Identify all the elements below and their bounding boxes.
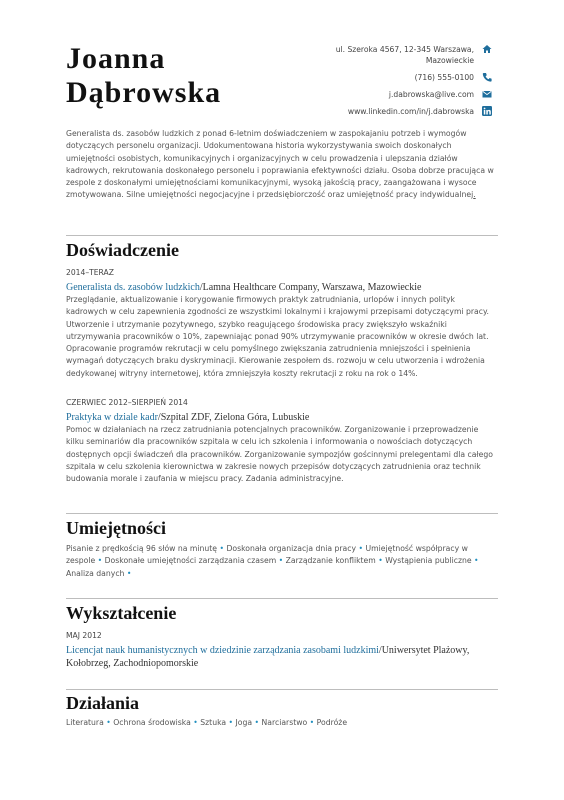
skills-list: [66, 543, 498, 580]
activity-item: Literatura: [66, 718, 104, 727]
bullet-separator: •: [124, 568, 132, 578]
education-date: MAJ 2012: [66, 631, 102, 640]
contact-linkedin: [272, 106, 492, 117]
education-school: /Uniwersytet Plażowy, Kołobrzeg, Zachodniopomorskie: [66, 645, 470, 669]
bullet-separator: •: [252, 718, 262, 727]
skill-item: Umiejętność współpracy w zespole: [66, 544, 468, 566]
job-company-1: /Lamna Healthcare Company, Warszawa, Mazowieckie: [199, 282, 422, 293]
job-description-1: Przeglądanie, aktualizowanie i korygowanie firmowych praktyk zatrudniania, urlopów i innych polityk kadrowych w celu zapewnienia zgodności ze wszystkimi lokalnymi i krajowymi przepisami dotyczącymi pracy. Utworzenie i utrzymanie pozytywnego, szybko reagującego środowiska pracy zwiększyło wskaźniki utrzymywania pracowników o 10%, zapewniając ponad 90% utrzymywanie pracowników w okresie dwóch lat. Opracowanie programów rekrutacji w celu pomyślnego zwiększania zatrudnienia mniejszości i spełnienia wymagań dotyczących braku dyskryminacji. Kierowanie zespołem ds. rozwoju w celu utworzenia i wdrożenia dedykowanej witryny internetowej, która zmniejszyła koszty rekrutacji z roku na rok o 14%.: [66, 295, 489, 378]
bullet-separator: •: [471, 556, 479, 566]
job-role-1: Generalista ds. zasobów ludzkich: [66, 282, 200, 293]
job-date-2: CZERWIEC 2012–SIERPIEŃ 2014: [66, 398, 188, 407]
home-icon: [482, 44, 492, 54]
job-title-2: [66, 411, 506, 424]
section-divider: [66, 235, 498, 236]
activity-item: Ochrona środowiska: [113, 718, 191, 727]
contact-address: [272, 44, 492, 66]
skills-heading: Umiejętności: [66, 518, 166, 538]
last-name: Dąbrowska: [66, 76, 222, 109]
skill-item: Doskonałe umiejętności zarządzania czasem: [104, 556, 277, 566]
linkedin-icon: [482, 106, 492, 116]
bullet-separator: •: [103, 718, 114, 727]
education-entry: [66, 644, 506, 670]
activity-item: Podróże: [316, 718, 348, 727]
contact-phone: [272, 72, 492, 83]
education-heading: Wykształcenie: [66, 603, 177, 623]
address-line2: Mazowieckie: [425, 56, 474, 65]
job-date-1: 2014–TERAZ: [66, 268, 114, 277]
activities-heading: Działania: [66, 693, 140, 713]
section-divider: [66, 598, 498, 599]
first-name: Joanna: [66, 42, 166, 75]
summary-text: Generalista ds. zasobów ludzkich z ponad 6-letnim doświadczeniem w zaspokajaniu potrzeb i wymogów dotyczących personelu organizacji. Udokumentowana historia wykorzystywania swoich doskonałych umiejętności osobistych, komunikacyjnych i organizacyjnych w celu prowadzenia i ulepszania działów kadrowych, rekrutowania doskonałego personelu i poprawiania efektywności działu. Osoba dobrze pracująca w zespole z doskonałymi umiejętnościami komunikacyjnymi, wysoką jakością pracy, zaangażowana i wysoce zmotywowana. Silne umiejętności negocjacyjne i przedsiębiorczość oraz umiejętność pracy indywidualnej: [66, 129, 494, 200]
phone-text: (716) 555-0100: [414, 73, 474, 82]
education-degree: Licencjat nauk humanistycznych w dziedzinie zarządzania zasobami ludzkimi: [66, 645, 379, 656]
summary-end-mark: .: [473, 190, 476, 200]
bullet-separator: •: [95, 556, 105, 566]
phone-icon: [482, 72, 492, 82]
section-divider: [66, 513, 498, 514]
skill-item: Zarządzanie konfliktem: [285, 556, 376, 566]
activity-item: Joga: [235, 718, 253, 727]
linkedin-text[interactable]: www.linkedin.com/in/j.dabrowska: [347, 107, 474, 116]
bullet-separator: •: [375, 556, 386, 566]
bullet-separator: •: [217, 544, 227, 553]
bullet-separator: •: [307, 718, 317, 727]
section-divider: [66, 689, 498, 690]
job-title-1: [66, 281, 506, 294]
contact-block: [272, 44, 492, 123]
activities-list: [66, 717, 498, 729]
skill-item: Pisanie z prędkością 96 słów na minutę: [66, 544, 218, 553]
job-company-2: /Szpital ZDF, Zielona Góra, Lubuskie: [157, 412, 310, 423]
experience-heading: Doświadczenie: [66, 240, 179, 260]
skill-item: Doskonała organizacja dnia pracy: [226, 544, 357, 553]
email-icon: [482, 89, 492, 99]
professional-summary: [66, 128, 498, 202]
job-description-2: Pomoc w działaniach na rzecz zatrudniania potencjalnych pracowników. Zorganizowanie i przeprowadzenie kilku seminariów dla pracowników szpitala w celu ich szkolenia i informowania o nowościach dotyczących dostępnych opcji świadczeń dla pracowników. Zorganizowanie sympozjów gościnnymi prelegentami dla całego szpitala w celu szkolenia kierownictwa w zakresie nowych przepisów dotyczących zatrudnienia oraz technik budowania morale i zaufania w miejscu pracy. Zadania administracyjne.: [66, 425, 493, 484]
email-text[interactable]: j.dabrowska@live.com: [388, 90, 474, 99]
bullet-separator: •: [226, 718, 236, 727]
skill-item: Analiza danych: [66, 568, 125, 578]
job-role-2: Praktyka w dziale kadr: [66, 412, 158, 423]
bullet-separator: •: [276, 556, 286, 566]
address-line1: ul. Szeroka 4567, 12-345 Warszawa,: [335, 45, 474, 54]
activity-item: Narciarstwo: [261, 718, 308, 727]
contact-email: [272, 89, 492, 100]
bullet-separator: •: [356, 544, 366, 553]
activity-item: Sztuka: [200, 718, 227, 727]
bullet-separator: •: [190, 718, 201, 727]
skill-item: Wystąpienia publiczne: [385, 556, 472, 566]
